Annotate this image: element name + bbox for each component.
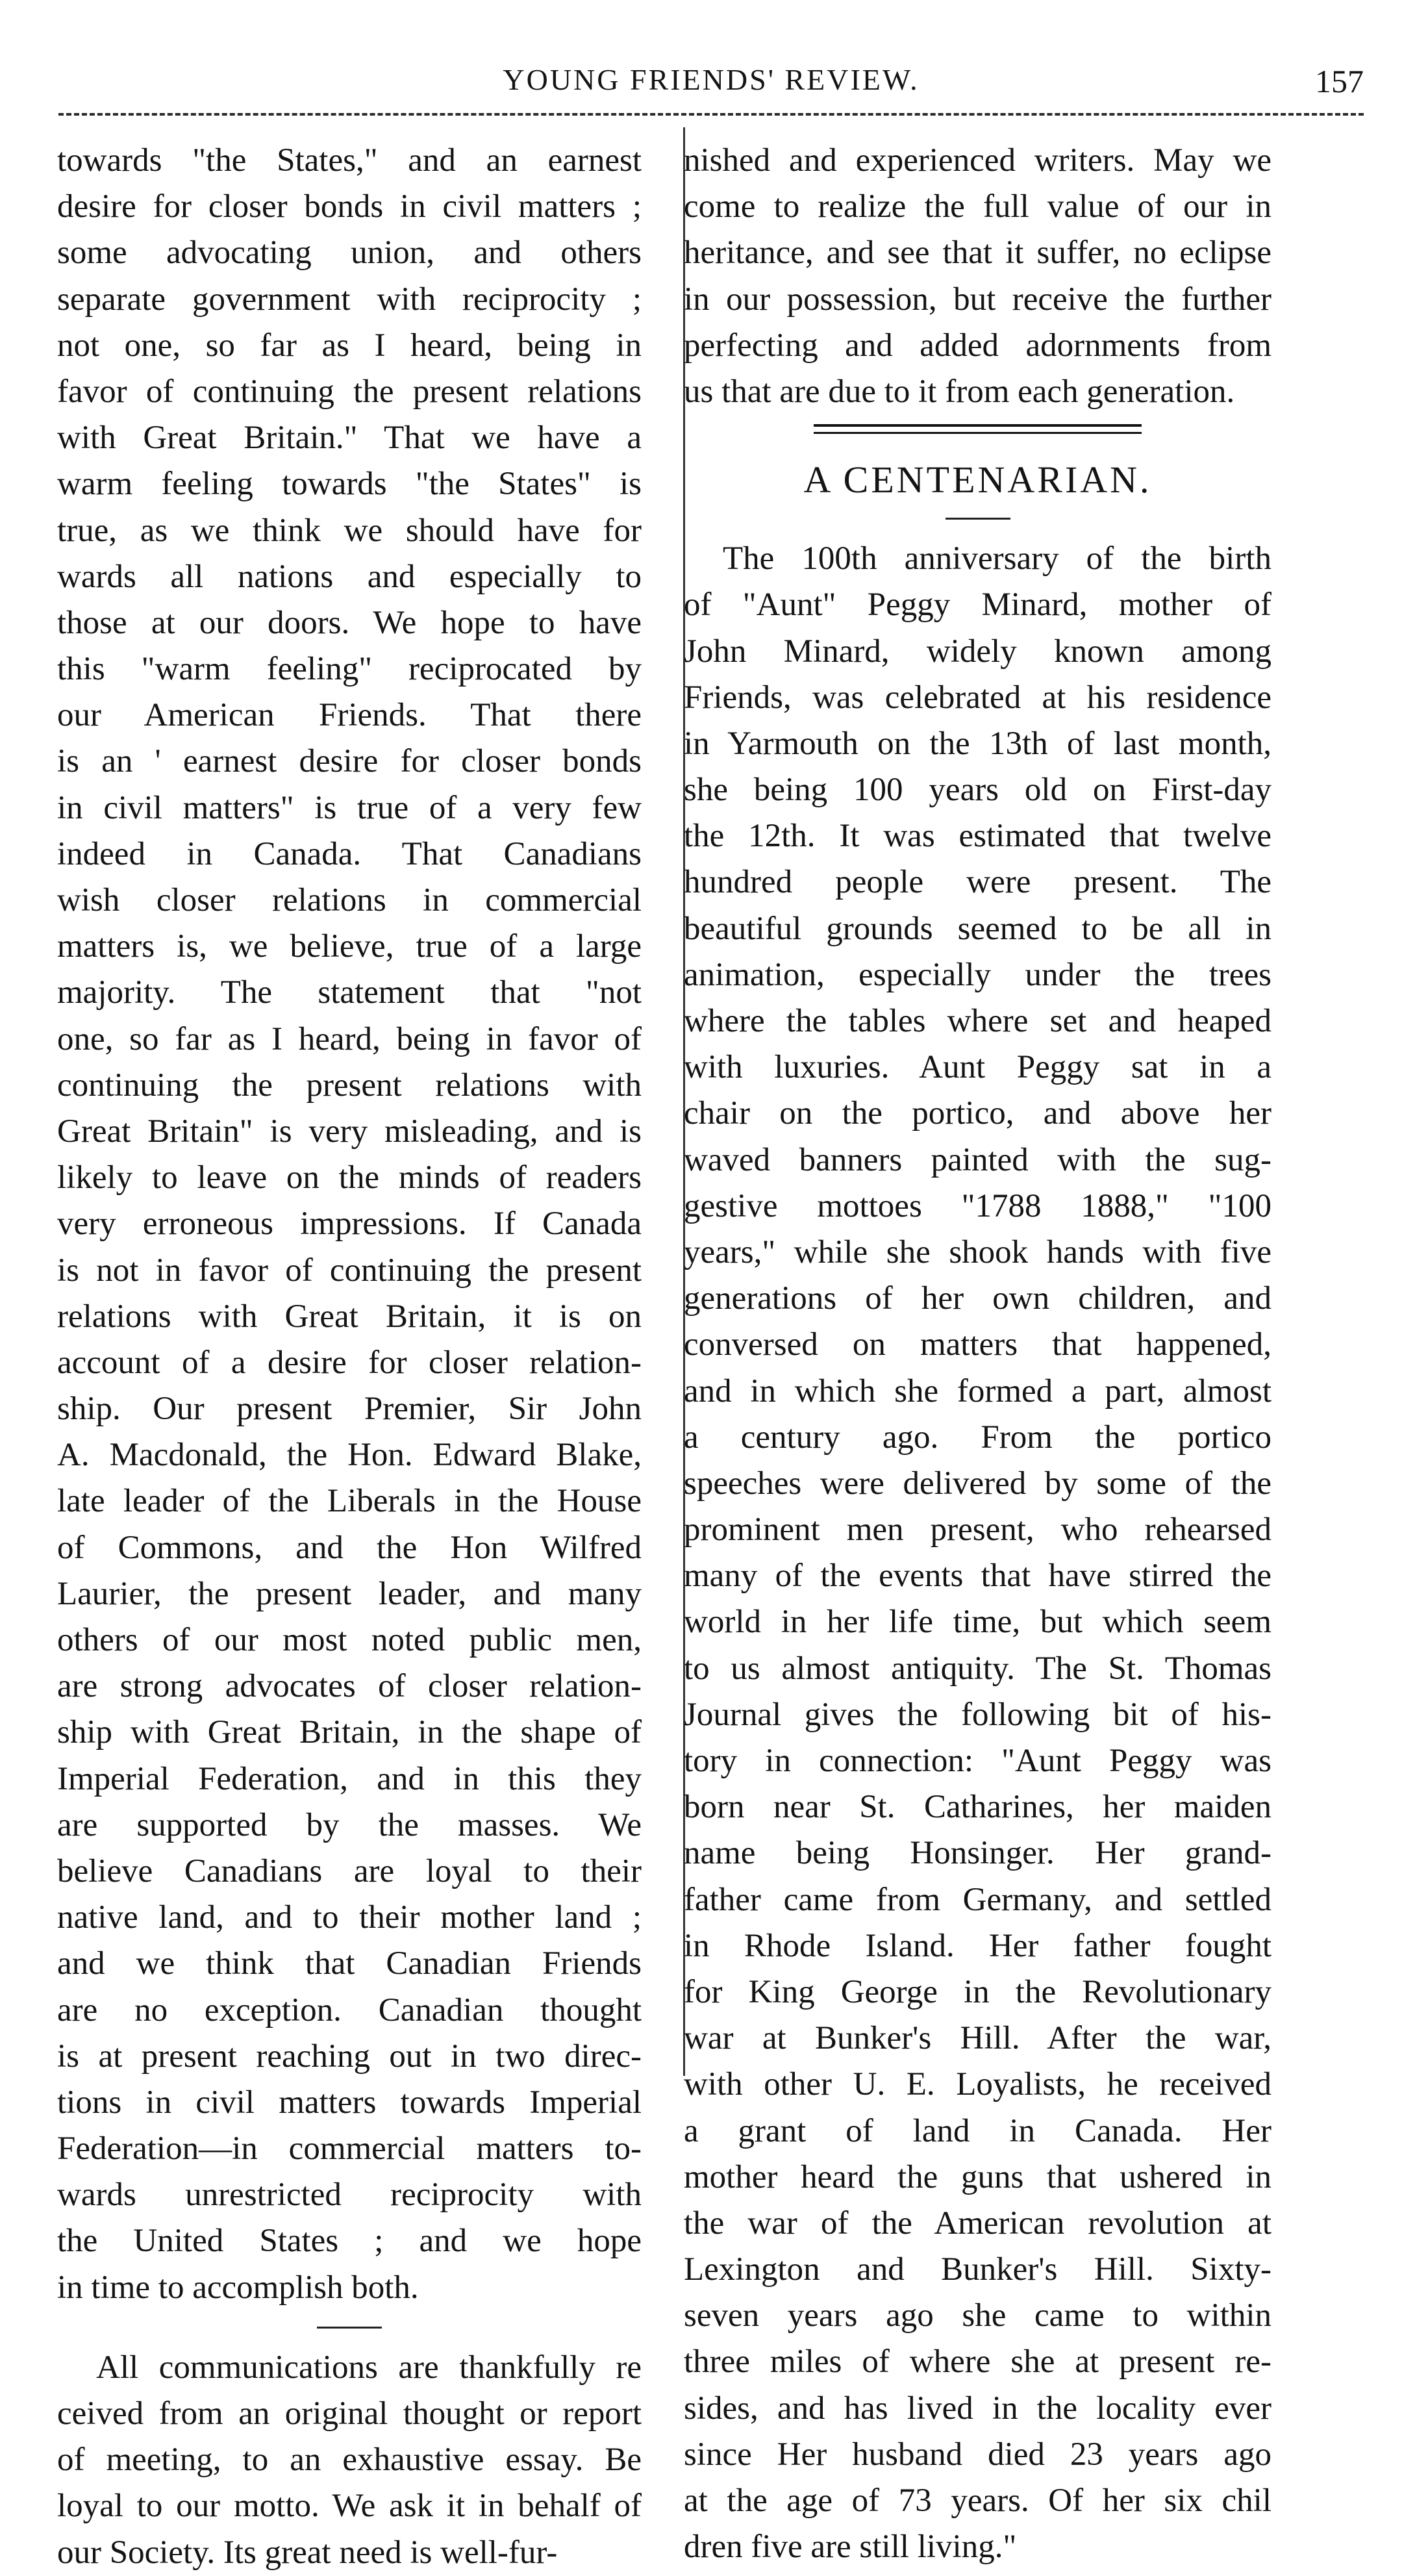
text-line: Journal gives the following bit of his- (684, 1696, 1271, 1733)
text-line: true, as we think we should have for (57, 512, 642, 549)
text-line: chair on the portico, and above her (684, 1095, 1271, 1132)
text-line: nished and experienced writers. May we (684, 142, 1271, 179)
text-line: a century ago. From the portico (684, 1419, 1271, 1456)
text-line: one, so far as I heard, being in favor of (57, 1020, 642, 1057)
text-line: are no exception. Canadian thought (57, 1991, 642, 2028)
text-line: to us almost antiquity. The St. Thomas (684, 1650, 1271, 1687)
text-line: where the tables where set and heaped (684, 1003, 1271, 1039)
text-line: the 12th. It was estimated that twelve (684, 818, 1271, 855)
text-line: world in her life time, but which seem (684, 1604, 1271, 1641)
text-line: in time to accomplish both. (57, 2269, 419, 2306)
text-line: our American Friends. That there (57, 697, 642, 734)
text-line: three miles of where she at present re- (684, 2343, 1271, 2380)
continued-paragraph (684, 138, 1271, 415)
text-line: in Yarmouth on the 13th of last month, (684, 725, 1271, 762)
text-line: is not in favor of continuing the present (57, 1252, 642, 1289)
centenarian-article (684, 536, 1271, 2570)
text-line: speeches were delivered by some of the (684, 1465, 1271, 1502)
text-line: tory in connection: "Aunt Peggy was (684, 1743, 1271, 1779)
text-line: warm feeling towards "the States" is (57, 466, 642, 503)
text-line: not one, so far as I heard, being in (57, 327, 642, 364)
text-line: the United States ; and we hope (57, 2223, 642, 2260)
title-underline (684, 511, 1271, 527)
text-line: native land, and to their mother land ; (57, 1899, 642, 1936)
text-line: indeed in Canada. That Canadians (57, 835, 642, 872)
text-line: seven years ago she came to within (684, 2297, 1271, 2334)
text-line: John Minard, widely known among (684, 633, 1271, 670)
text-line: matters is, we believe, true of a large (57, 928, 642, 965)
page-number: 157 (1315, 63, 1364, 99)
text-line: Great Britain" is very misleading, and is (57, 1113, 642, 1150)
text-line: are supported by the masses. We (57, 1806, 642, 1843)
header-rule (58, 113, 1364, 116)
text-line: ship. Our present Premier, Sir John (57, 1391, 642, 1428)
text-line: for King George in the Revolutionary (684, 1973, 1271, 2010)
text-line: perfecting and added adornments from (684, 327, 1271, 364)
text-line: conversed on matters that happened, (684, 1326, 1271, 1363)
text-line: at the age of 73 years. Of her six chil (684, 2482, 1271, 2519)
text-line: tions in civil matters towards Imperial (57, 2084, 642, 2121)
text-line: Friends, was celebrated at his residence (684, 679, 1271, 716)
text-line: All communications are thankfully re (96, 2349, 642, 2386)
text-line: in our possession, but receive the further (684, 281, 1271, 318)
text-line: very erroneous impressions. If Canada (57, 1206, 642, 1243)
text-line: the war of the American revolution at (684, 2204, 1271, 2241)
article-title: A CENTENARIAN. (803, 459, 1152, 501)
text-line: generations of her own children, and (684, 1280, 1271, 1317)
text-line: late leader of the Liberals in the House (57, 1483, 642, 1520)
text-line: dren five are still living." (684, 2529, 1017, 2566)
page-header (58, 62, 1364, 121)
text-line: is an ' earnest desire for closer bonds (57, 743, 642, 780)
text-line: Laurier, the present leader, and many (57, 1575, 642, 1612)
text-line: in Rhode Island. Her father fought (684, 1927, 1271, 1964)
text-line: waved banners painted with the sug- (684, 1141, 1271, 1178)
text-line: many of the events that have stirred the (684, 1558, 1271, 1595)
text-line: A. Macdonald, the Hon. Edward Blake, (57, 1437, 642, 1474)
text-line: us that are due to it from each generation. (684, 373, 1235, 410)
text-line: wards all nations and especially to (57, 558, 642, 595)
text-line: war at Bunker's Hill. After the war, (684, 2020, 1271, 2057)
text-line: beautiful grounds seemed to be all in (684, 910, 1271, 947)
text-line: towards "the States," and an earnest (57, 142, 642, 179)
text-line: those at our doors. We hope to have (57, 604, 642, 641)
section-separator (57, 2320, 642, 2336)
text-line: others of our most noted public men, (57, 1622, 642, 1658)
right-column (684, 138, 1271, 2570)
text-line: wish closer relations in commercial (57, 882, 642, 918)
text-line: majority. The statement that "not (57, 974, 642, 1011)
text-line: father came from Germany, and settled (684, 1881, 1271, 1918)
text-line: Federation—in commercial matters to- (57, 2130, 642, 2167)
text-line: and in which she formed a part, almost (684, 1372, 1271, 1409)
communications-paragraph (57, 2345, 642, 2576)
text-line: sides, and has lived in the locality ever (684, 2390, 1271, 2427)
text-line: mother heard the guns that ushered in (684, 2158, 1271, 2195)
text-line: hundred people were present. The (684, 864, 1271, 901)
left-column (57, 138, 642, 2576)
text-line: a grant of land in Canada. Her (684, 2112, 1271, 2149)
text-line: in civil matters" is true of a very few (57, 789, 642, 826)
text-line: ship with Great Britain, in the shape of (57, 1714, 642, 1751)
text-line: with Great Britain." That we have a (57, 420, 642, 457)
text-line: The 100th anniversary of the birth (723, 540, 1271, 577)
text-line: she being 100 years old on First-day (684, 772, 1271, 809)
text-line: and we think that Canadian Friends (57, 1945, 642, 1982)
text-line: wards unrestricted reciprocity with (57, 2177, 642, 2214)
text-line: with other U. E. Loyalists, he received (684, 2066, 1271, 2103)
text-line: is at present reaching out in two direc- (57, 2038, 642, 2075)
text-line: our Society. Its great need is well-fur- (57, 2534, 558, 2571)
text-line: likely to leave on the minds of readers (57, 1159, 642, 1196)
text-line: of meeting, to an exhaustive essay. Be (57, 2442, 642, 2479)
text-line: relations with Great Britain, it is on (57, 1298, 642, 1335)
text-line: account of a desire for closer relation- (57, 1344, 642, 1381)
text-line: favor of continuing the present relations (57, 373, 642, 410)
double-rule-divider (684, 415, 1271, 449)
text-line: Imperial Federation, and in this they (57, 1760, 642, 1797)
text-line: heritance, and see that it suffer, no eclipse (684, 234, 1271, 271)
text-line: of Commons, and the Hon Wilfred (57, 1529, 642, 1566)
text-line: with luxuries. Aunt Peggy sat in a (684, 1049, 1271, 1086)
text-line: loyal to our motto. We ask it in behalf of (57, 2488, 642, 2525)
text-line: separate government with reciprocity ; (57, 281, 642, 318)
text-line: years," while she shook hands with five (684, 1233, 1271, 1270)
text-line: gestive mottoes "1788 1888," "100 (684, 1187, 1271, 1224)
text-line: this "warm feeling" reciprocated by (57, 651, 642, 688)
text-line: name being Honsinger. Her grand- (684, 1835, 1271, 1872)
text-line: animation, especially under the trees (684, 956, 1271, 993)
text-line: ceived from an original thought or report (57, 2395, 642, 2432)
text-line: born near St. Catharines, her maiden (684, 1789, 1271, 1826)
text-line: desire for closer bonds in civil matters ; (57, 188, 642, 225)
text-line: since Her husband died 23 years ago (684, 2436, 1271, 2473)
text-line: Lexington and Bunker's Hill. Sixty- (684, 2251, 1271, 2288)
editorial-paragraph (57, 138, 642, 2311)
text-line: of "Aunt" Peggy Minard, mother of (684, 587, 1271, 624)
text-line: prominent men present, who rehearsed (684, 1511, 1271, 1548)
text-line: are strong advocates of closer relation- (57, 1668, 642, 1705)
running-head: YOUNG FRIENDS' REVIEW. (503, 63, 920, 96)
text-line: some advocating union, and others (57, 234, 642, 271)
text-line: believe Canadians are loyal to their (57, 1852, 642, 1889)
text-line: come to realize the full value of our in (684, 188, 1271, 225)
text-line: continuing the present relations with (57, 1067, 642, 1104)
